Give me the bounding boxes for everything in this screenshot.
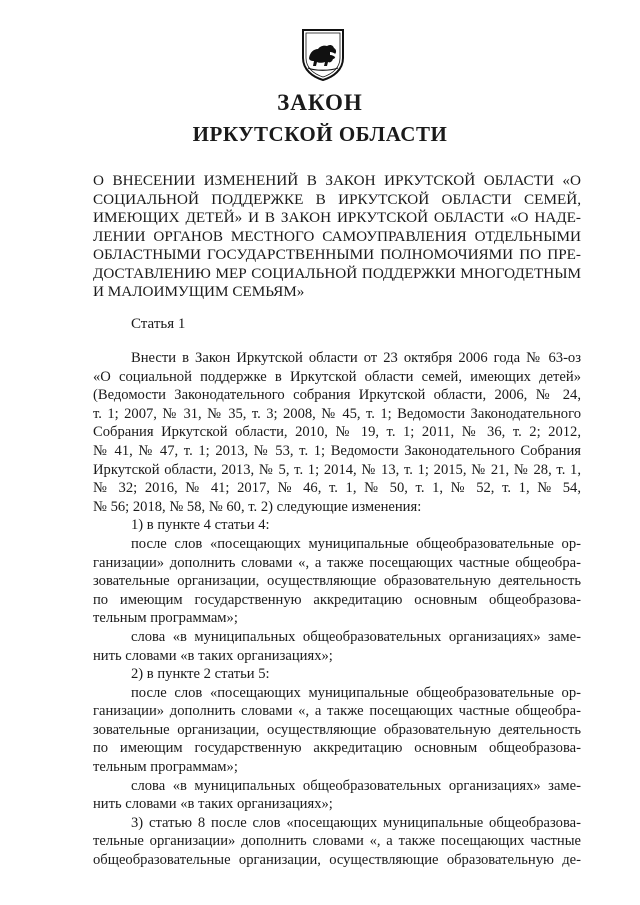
subtitle-line: И МАЛОИМУЩИМ СЕМЬЯМ» <box>93 283 305 300</box>
body-line: тельным программам»; <box>93 610 238 627</box>
body-line: Внести в Закон Иркутской области от 23 октября 2006 года № 63-оз <box>131 350 581 366</box>
law-title: ЗАКОН <box>277 90 363 115</box>
body-line: 3) статью 8 после слов «посещающих муниципальные общеобразова- <box>131 814 581 831</box>
subtitle-line: ИМЕЮЩИХ ДЕТЕЙ» И В ЗАКОН ИРКУТСКОЙ ОБЛАСТИ «О НАДЕ- <box>93 209 581 226</box>
body-line: слова «в муниципальных общеобразовательных организациях» заме- <box>131 628 581 645</box>
body-line: № 41, № 47, т. 1; 2013, № 53, т. 1; Ведомости Законодательного Собрания <box>93 442 581 459</box>
body-line: после слов «посещающих муниципальные общеобразовательные ор- <box>131 684 581 701</box>
subtitle-line: ОБЛАСТНЫМИ ГОСУДАРСТВЕННЫМИ ПОЛНОМОЧИЯМИ ПО ПРЕ- <box>93 246 581 263</box>
body-line: слова «в муниципальных общеобразовательных организациях» заме- <box>131 777 581 794</box>
subtitle-line: ДОСТАВЛЕНИЮ МЕР СОЦИАЛЬНОЙ ПОДДЕРЖКИ МНОГОДЕТНЫМ <box>93 264 581 282</box>
subtitle-line: СОЦИАЛЬНОЙ ПОДДЕРЖКЕ В ИРКУТСКОЙ ОБЛАСТИ СЕМЕЙ, <box>93 190 581 208</box>
body-line: «О социальной поддержке в Иркутской области семей, имеющих детей» <box>93 368 581 385</box>
law-subtitle <box>93 172 581 302</box>
body-line: общеобразовательные организации, осуществляющие образовательную де- <box>93 852 581 869</box>
body-line: по имеющим государственную аккредитацию основным общеобразова- <box>93 740 581 757</box>
body-line: ганизации» дополнить словами «, а также посещающих частные общеобра- <box>93 703 581 720</box>
body-line: нить словами «в таких организациях»; <box>93 647 333 664</box>
body-line: 2) в пункте 2 статьи 5: <box>131 666 270 683</box>
body-line: 1) в пункте 4 статьи 4: <box>131 517 270 534</box>
article-body <box>93 349 581 870</box>
body-line: зовательные организации, осуществляющие образовательную деятельность <box>93 573 581 590</box>
body-line: ганизации» дополнить словами «, а также посещающих частные общеобра- <box>93 554 581 571</box>
irkutsk-coat-of-arms-icon <box>300 28 346 82</box>
body-line: № 32; 2016, № 41; 2017, № 46, т. 1, № 50, т. 1, № 52, т. 1, № 54, <box>93 480 581 497</box>
body-line: тельным программам»; <box>93 759 238 776</box>
body-line: тельные организации» дополнить словами «, а также посещающих частные <box>93 833 581 850</box>
body-line: № 56; 2018, № 58, № 60, т. 2) следующие изменения: <box>93 498 422 515</box>
subtitle-line: ЛЕНИИ ОРГАНОВ МЕСТНОГО САМОУПРАВЛЕНИЯ ОТДЕЛЬНЫМИ <box>93 227 581 245</box>
body-line: Собрания Иркутской области, 2010, № 19, т. 1; 2011, № 36, т. 2; 2012, <box>93 424 581 441</box>
body-line: после слов «посещающих муниципальные общеобразовательные ор- <box>131 535 581 552</box>
region-title: ИРКУТСКОЙ ОБЛАСТИ <box>192 122 448 146</box>
body-line: (Ведомости Законодательного собрания Иркутской области, 2006, № 24, <box>93 387 581 404</box>
body-line: т. 1; 2007, № 31, № 35, т. 3; 2008, № 45, т. 1; Ведомости Законодательного <box>93 405 581 422</box>
body-line: по имеющим государственную аккредитацию основным общеобразова- <box>93 591 581 608</box>
article-heading: Статья 1 <box>131 316 186 332</box>
body-line: Иркутской области, 2013, № 5, т. 1; 2014, № 13, т. 1; 2015, № 21, № 28, т. 1, <box>93 461 581 478</box>
body-line: нить словами «в таких организациях»; <box>93 796 333 813</box>
subtitle-line: О ВНЕСЕНИИ ИЗМЕНЕНИЙ В ЗАКОН ИРКУТСКОЙ ОБЛАСТИ «О <box>93 172 581 189</box>
body-line: зовательные организации, осуществляющие образовательную деятельность <box>93 721 581 738</box>
